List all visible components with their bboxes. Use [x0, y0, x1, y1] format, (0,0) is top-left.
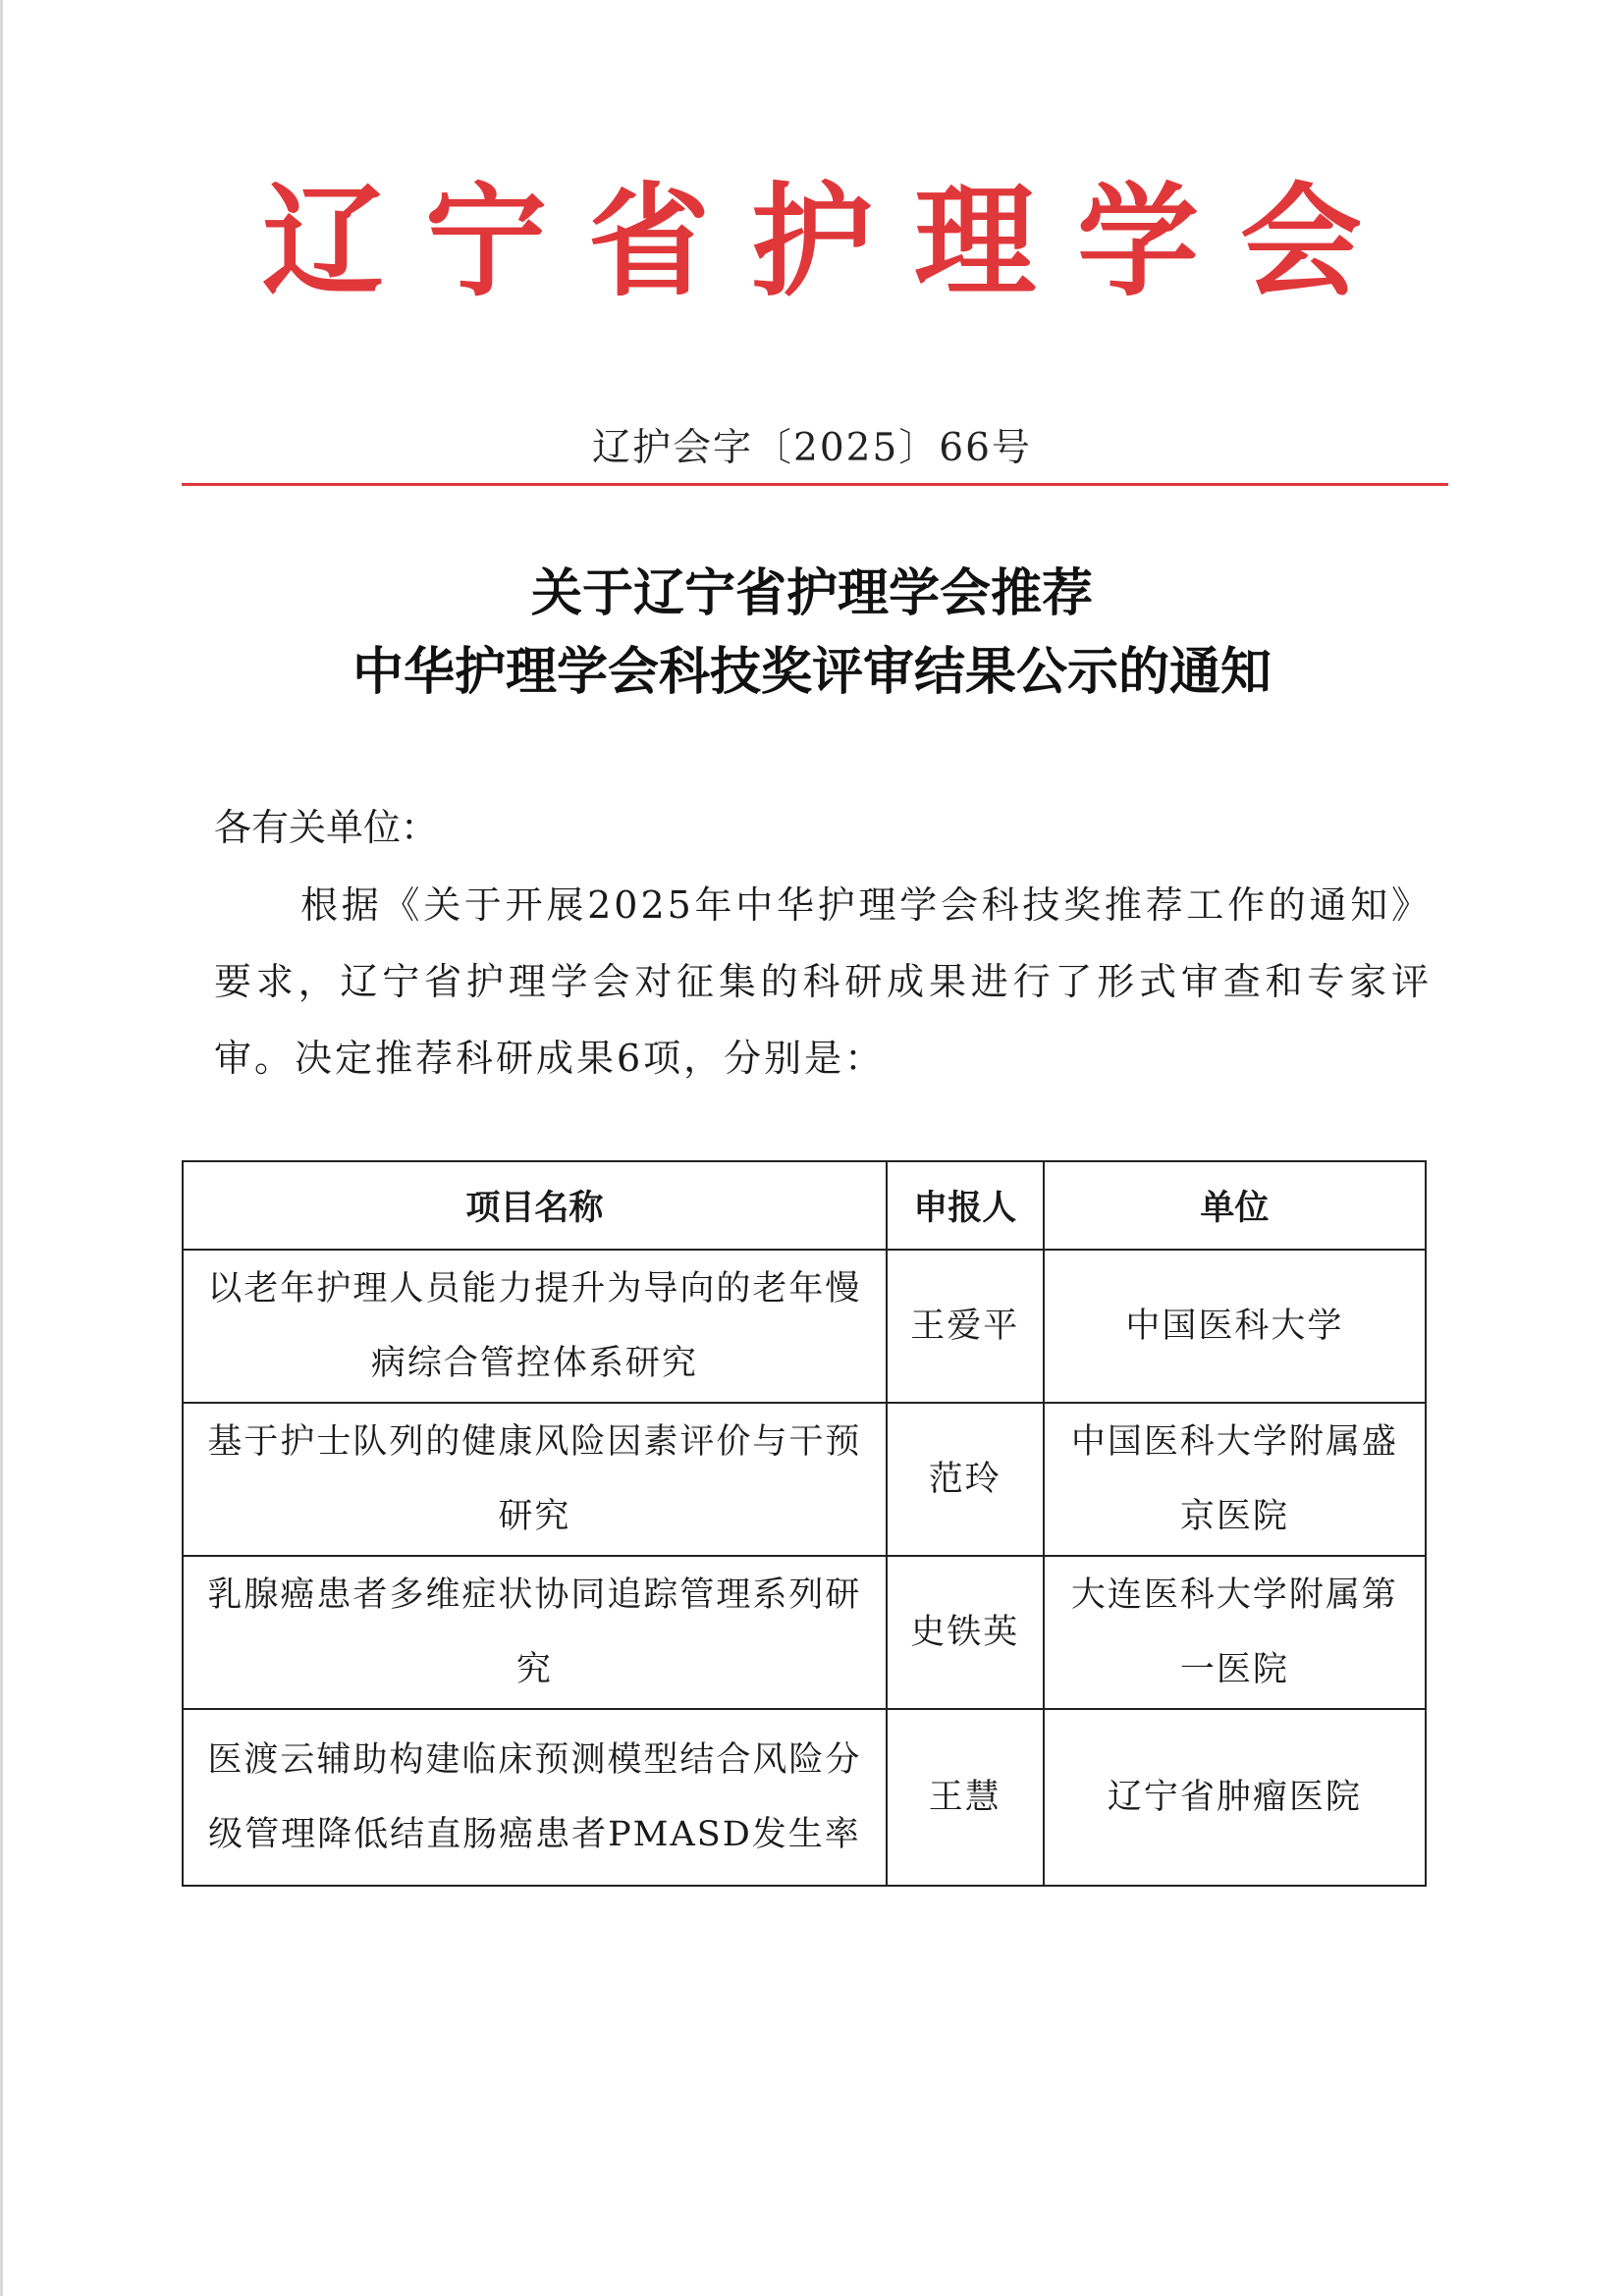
cell-project-name: 医渡云辅助构建临床预测模型结合风险分级管理降低结直肠癌患者PMASD发生率 — [183, 1709, 887, 1886]
document-title — [0, 555, 1624, 712]
table-row — [183, 1556, 1426, 1709]
cell-applicant: 史铁英 — [887, 1556, 1044, 1709]
table-row — [183, 1709, 1426, 1886]
header-project-name: 项目名称 — [183, 1161, 887, 1250]
cell-project-name: 基于护士队列的健康风险因素评价与干预研究 — [183, 1403, 887, 1556]
salutation: 各有关单位： — [214, 806, 439, 849]
cell-unit: 中国医科大学附属盛京医院 — [1044, 1403, 1426, 1556]
cell-applicant: 王爱平 — [887, 1250, 1044, 1403]
cell-project-name: 以老年护理人员能力提升为导向的老年慢病综合管控体系研究 — [183, 1250, 887, 1403]
table-row — [183, 1250, 1426, 1403]
title-line-2: 中华护理学会科技奖评审结果公示的通知 — [352, 643, 1272, 702]
table-header-row — [183, 1161, 1426, 1250]
document-number: 辽护会字〔2025〕66号 — [592, 426, 1032, 470]
table-row — [183, 1403, 1426, 1556]
cell-applicant: 范玲 — [887, 1403, 1044, 1556]
cell-project-name: 乳腺癌患者多维症状协同追踪管理系列研究 — [183, 1556, 887, 1709]
cell-applicant: 王慧 — [887, 1709, 1044, 1886]
page-edge — [0, 0, 3, 2296]
header-applicant: 申报人 — [887, 1161, 1044, 1250]
cell-unit: 大连医科大学附属第一医院 — [1044, 1556, 1426, 1709]
cell-unit: 辽宁省肿瘤医院 — [1044, 1709, 1426, 1886]
title-line-1: 关于辽宁省护理学会推荐 — [530, 564, 1093, 623]
red-divider-line — [182, 483, 1448, 486]
header-unit: 单位 — [1044, 1161, 1426, 1250]
letterhead-org-name: 辽宁省护理学会 — [261, 171, 1403, 313]
body-paragraph: 根据《关于开展2025年中华护理学会科技奖推荐工作的通知》要求，辽宁省护理学会对征集的科研成果进行了形式审查和专家评审。决定推荐科研成果6项，分别是： — [214, 883, 1432, 1080]
cell-unit: 中国医科大学 — [1044, 1250, 1426, 1403]
recommended-projects-table — [182, 1160, 1427, 1887]
